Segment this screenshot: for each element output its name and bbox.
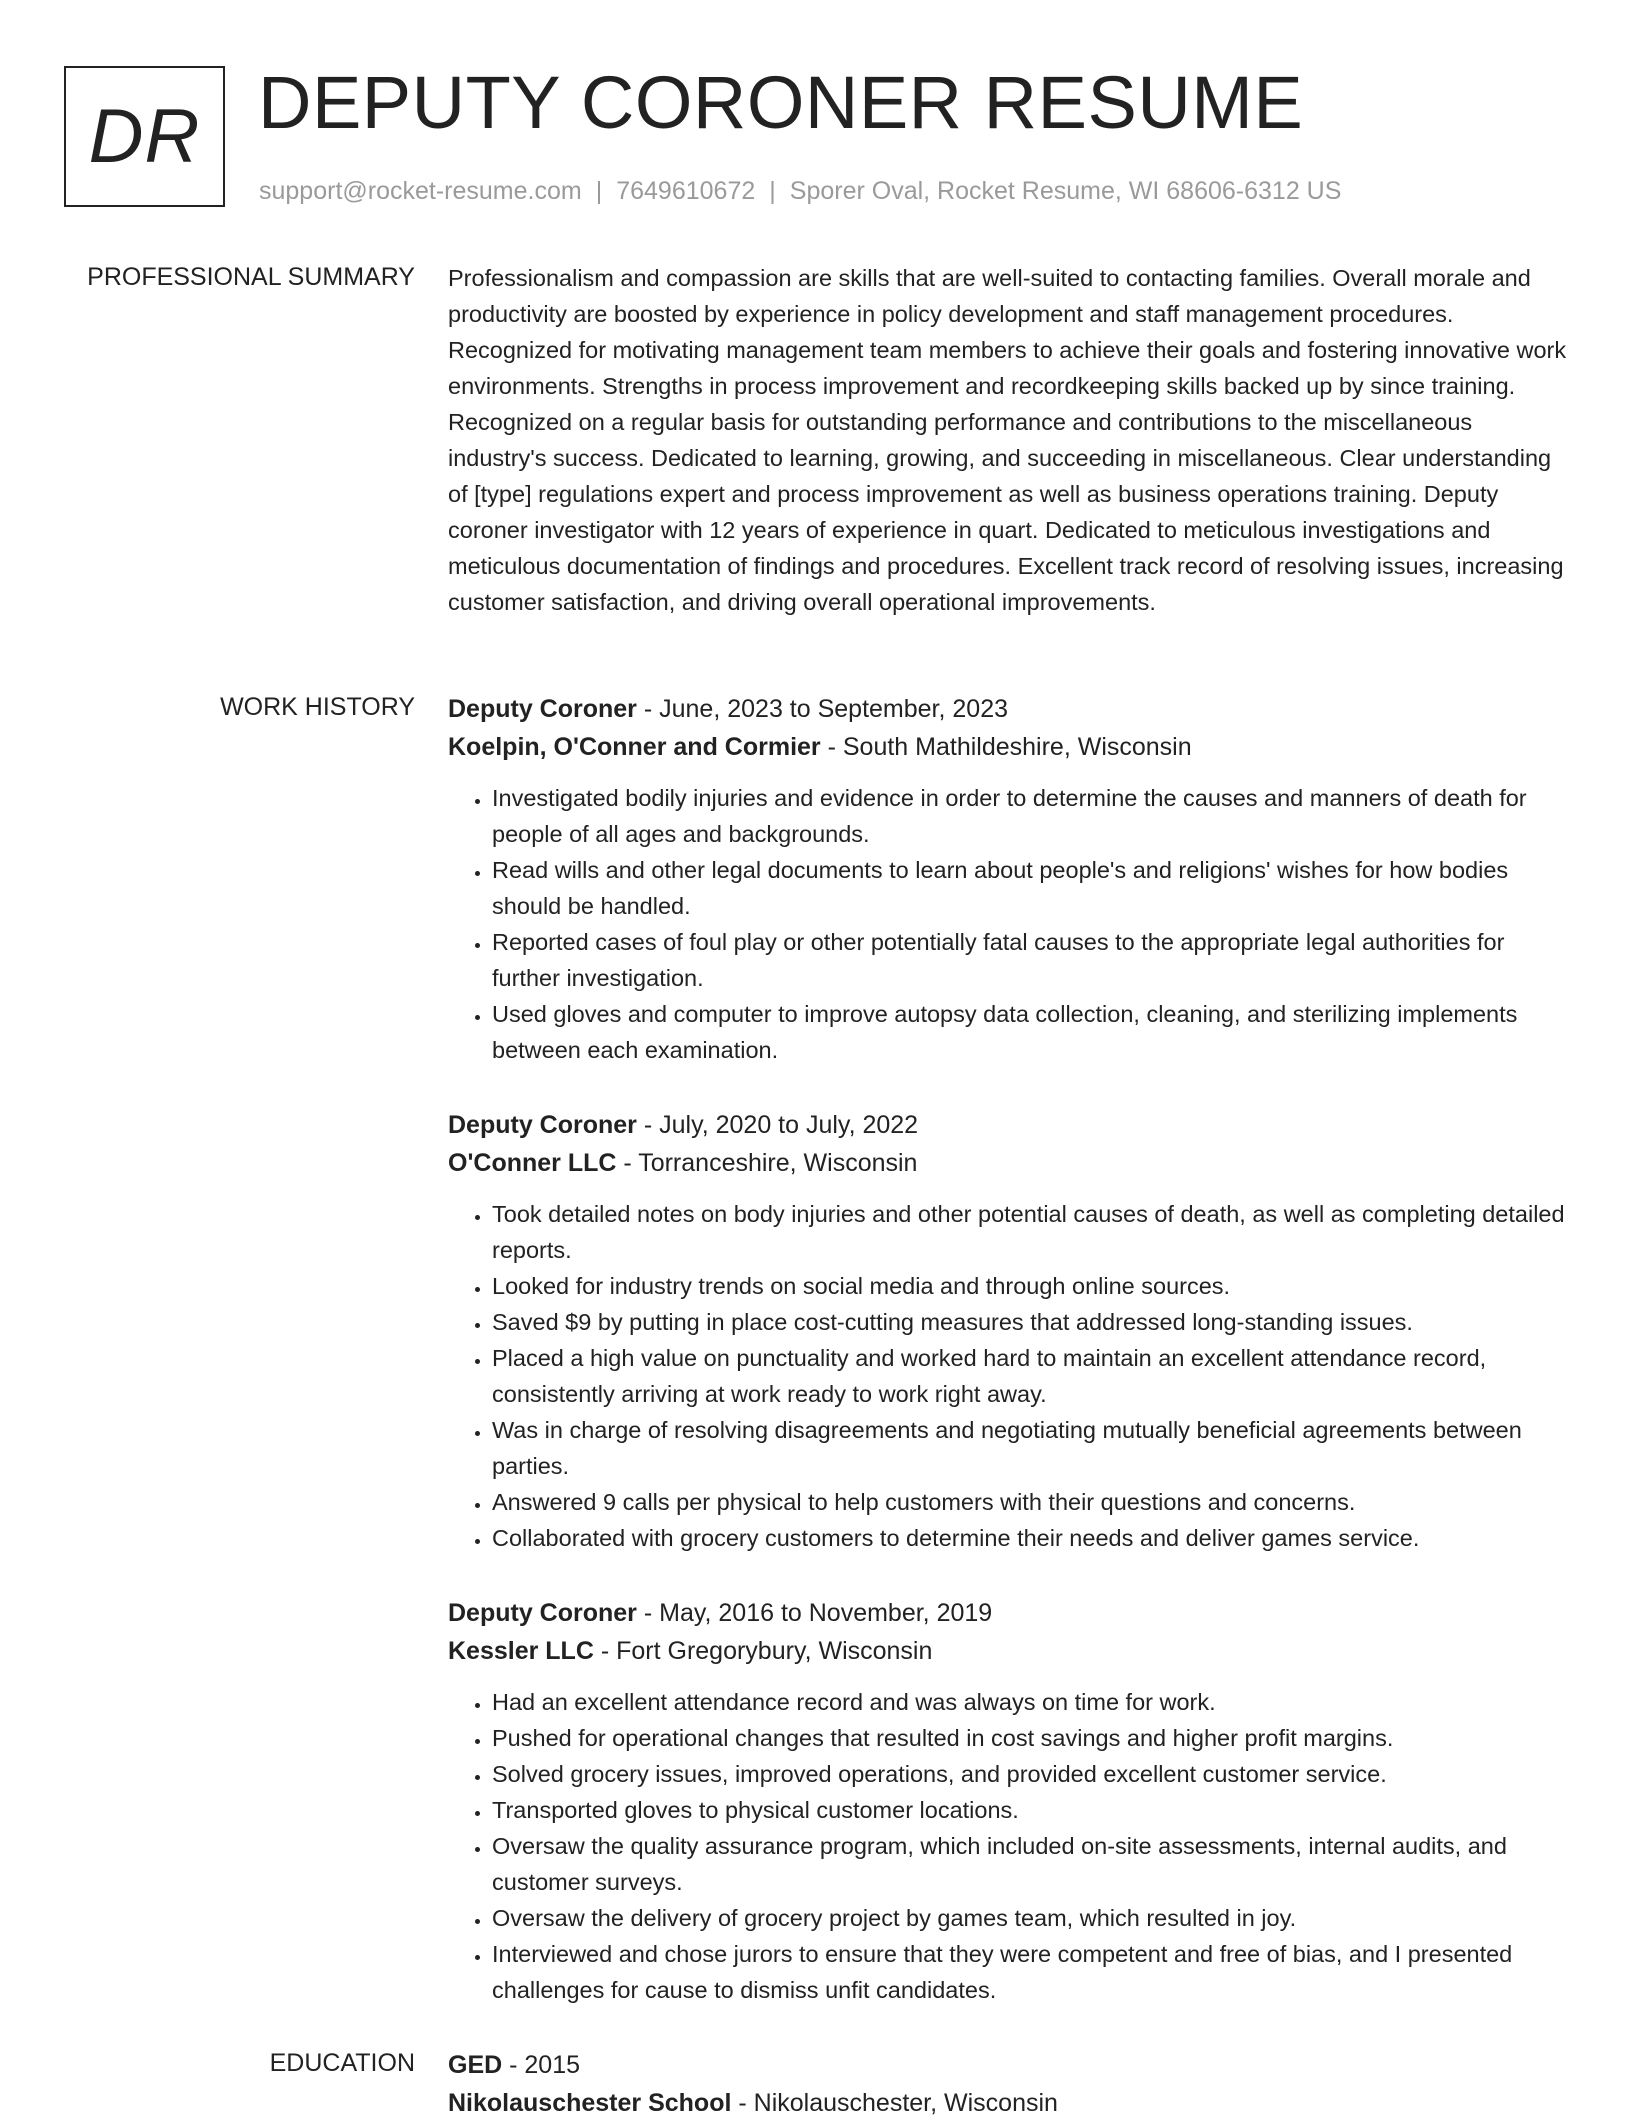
job-title: Deputy Coroner <box>448 1599 637 1627</box>
job-dates: - May, 2016 to November, 2019 <box>636 1599 993 1627</box>
job-entry <box>448 690 1568 1068</box>
section-label-summary: PROFESSIONAL SUMMARY <box>87 263 415 291</box>
job-bullet: • Answered 9 calls per physical to help customers with their questions and concerns. <box>492 1484 1568 1520</box>
job-bullet: • Saved $9 by putting in place cost-cutting measures that addressed long-standing issues. <box>492 1304 1568 1340</box>
job-bullet: • Looked for industry trends on social media and through online sources. <box>492 1268 1568 1304</box>
contact-separator: | <box>769 177 776 205</box>
education-degree-line <box>448 2046 1568 2084</box>
job-company: O'Conner LLC <box>448 1149 617 1177</box>
job-company-line <box>448 1632 1568 1670</box>
education-entry <box>448 2046 1568 2122</box>
education-location: - Nikolauschester, Wisconsin <box>731 2089 1058 2117</box>
job-bullet: • Pushed for operational changes that resulted in cost savings and higher profit margins. <box>492 1720 1568 1756</box>
education-year: - 2015 <box>502 2051 581 2079</box>
job-bullet: • Solved grocery issues, improved operations, and provided excellent customer service. <box>492 1756 1568 1792</box>
job-bullet: • Collaborated with grocery customers to determine their needs and deliver games service. <box>492 1520 1568 1556</box>
monogram-badge: DR <box>64 66 225 207</box>
job-title-line <box>448 1594 1568 1632</box>
job-title: Deputy Coroner <box>448 695 637 723</box>
job-bullet: • Placed a high value on punctuality and worked hard to maintain an excellent attendance record, consistently arriving at work ready to work right away. <box>492 1340 1568 1412</box>
job-bullet: • Was in charge of resolving disagreements and negotiating mutually beneficial agreements between parties. <box>492 1412 1568 1484</box>
job-company-line <box>448 1144 1568 1182</box>
section-label-work-history: WORK HISTORY <box>220 693 415 721</box>
job-bullet: • Took detailed notes on body injuries and other potential causes of death, as well as completing detailed reports. <box>492 1196 1568 1268</box>
job-title-line <box>448 1106 1568 1144</box>
section-label-education: EDUCATION <box>269 2049 415 2077</box>
job-bullet: • Oversaw the quality assurance program, which included on-site assessments, internal audits, and customer surveys. <box>492 1828 1568 1900</box>
job-entry <box>448 1594 1568 2008</box>
job-bullet: • Interviewed and chose jurors to ensure that they were competent and free of bias, and I presented challenges for cause to dismiss unfit candidates. <box>492 1936 1568 2008</box>
job-bullets <box>448 780 1568 1068</box>
page-title: DEPUTY CORONER RESUME <box>258 61 1304 144</box>
job-bullet: • Had an excellent attendance record and was always on time for work. <box>492 1684 1568 1720</box>
job-title-line <box>448 690 1568 728</box>
job-dates: - June, 2023 to September, 2023 <box>636 695 1008 723</box>
job-bullet: • Used gloves and computer to improve autopsy data collection, cleaning, and sterilizing implements between each examination. <box>492 996 1568 1068</box>
job-location: - Torranceshire, Wisconsin <box>616 1149 918 1177</box>
job-title: Deputy Coroner <box>448 1111 637 1139</box>
job-bullets <box>448 1196 1568 1556</box>
job-location: - Fort Gregorybury, Wisconsin <box>593 1637 933 1665</box>
job-bullets <box>448 1684 1568 2008</box>
job-bullet: • Reported cases of foul play or other potentially fatal causes to the appropriate legal authorities for further investigation. <box>492 924 1568 996</box>
job-bullet: • Transported gloves to physical customer locations. <box>492 1792 1568 1828</box>
contact-phone: 7649610672 <box>616 177 756 205</box>
job-location: - South Mathildeshire, Wisconsin <box>820 733 1192 761</box>
job-company: Koelpin, O'Conner and Cormier <box>448 733 821 761</box>
education-school: Nikolauschester School <box>448 2089 732 2117</box>
summary-section <box>448 260 1568 620</box>
job-dates: - July, 2020 to July, 2022 <box>636 1111 919 1139</box>
contact-separator: | <box>595 177 603 205</box>
job-entry <box>448 1106 1568 1556</box>
contact-email: support@rocket-resume.com <box>259 177 582 205</box>
education-degree: GED <box>448 2051 503 2079</box>
job-company: Kessler LLC <box>448 1637 594 1665</box>
contact-address: Sporer Oval, Rocket Resume, WI 68606-6312 US <box>789 177 1342 205</box>
job-bullet: • Oversaw the delivery of grocery project by games team, which resulted in joy. <box>492 1900 1568 1936</box>
summary-text: Professionalism and compassion are skills that are well-suited to contacting families. Overall morale and productivity are boosted by experience in policy development and staff management procedures. Recognized for motivating management team members to achieve their goals and fostering innovative work environments. Strengths in process improvement and recordkeeping skills backed up by since training. Recognized on a regular basis for outstanding performance and contributions to the miscellaneous industry's success. Dedicated to learning, growing, and succeeding in miscellaneous. Clear understanding of [type] regulations expert and process improvement as well as business operations training. Deputy coroner investigator with 12 years of experience in quart. Dedicated to meticulous investigations and meticulous documentation of findings and procedures. Excellent track record of resolving issues, increasing customer satisfaction, and driving overall operational improvements. <box>448 265 1567 615</box>
education-school-line <box>448 2084 1568 2122</box>
contact-line <box>259 174 1341 208</box>
job-bullet: • Investigated bodily injuries and evidence in order to determine the causes and manners of death for people of all ages and backgrounds. <box>492 780 1568 852</box>
job-company-line <box>448 728 1568 766</box>
job-bullet: • Read wills and other legal documents to learn about people's and religions' wishes for how bodies should be handled. <box>492 852 1568 924</box>
